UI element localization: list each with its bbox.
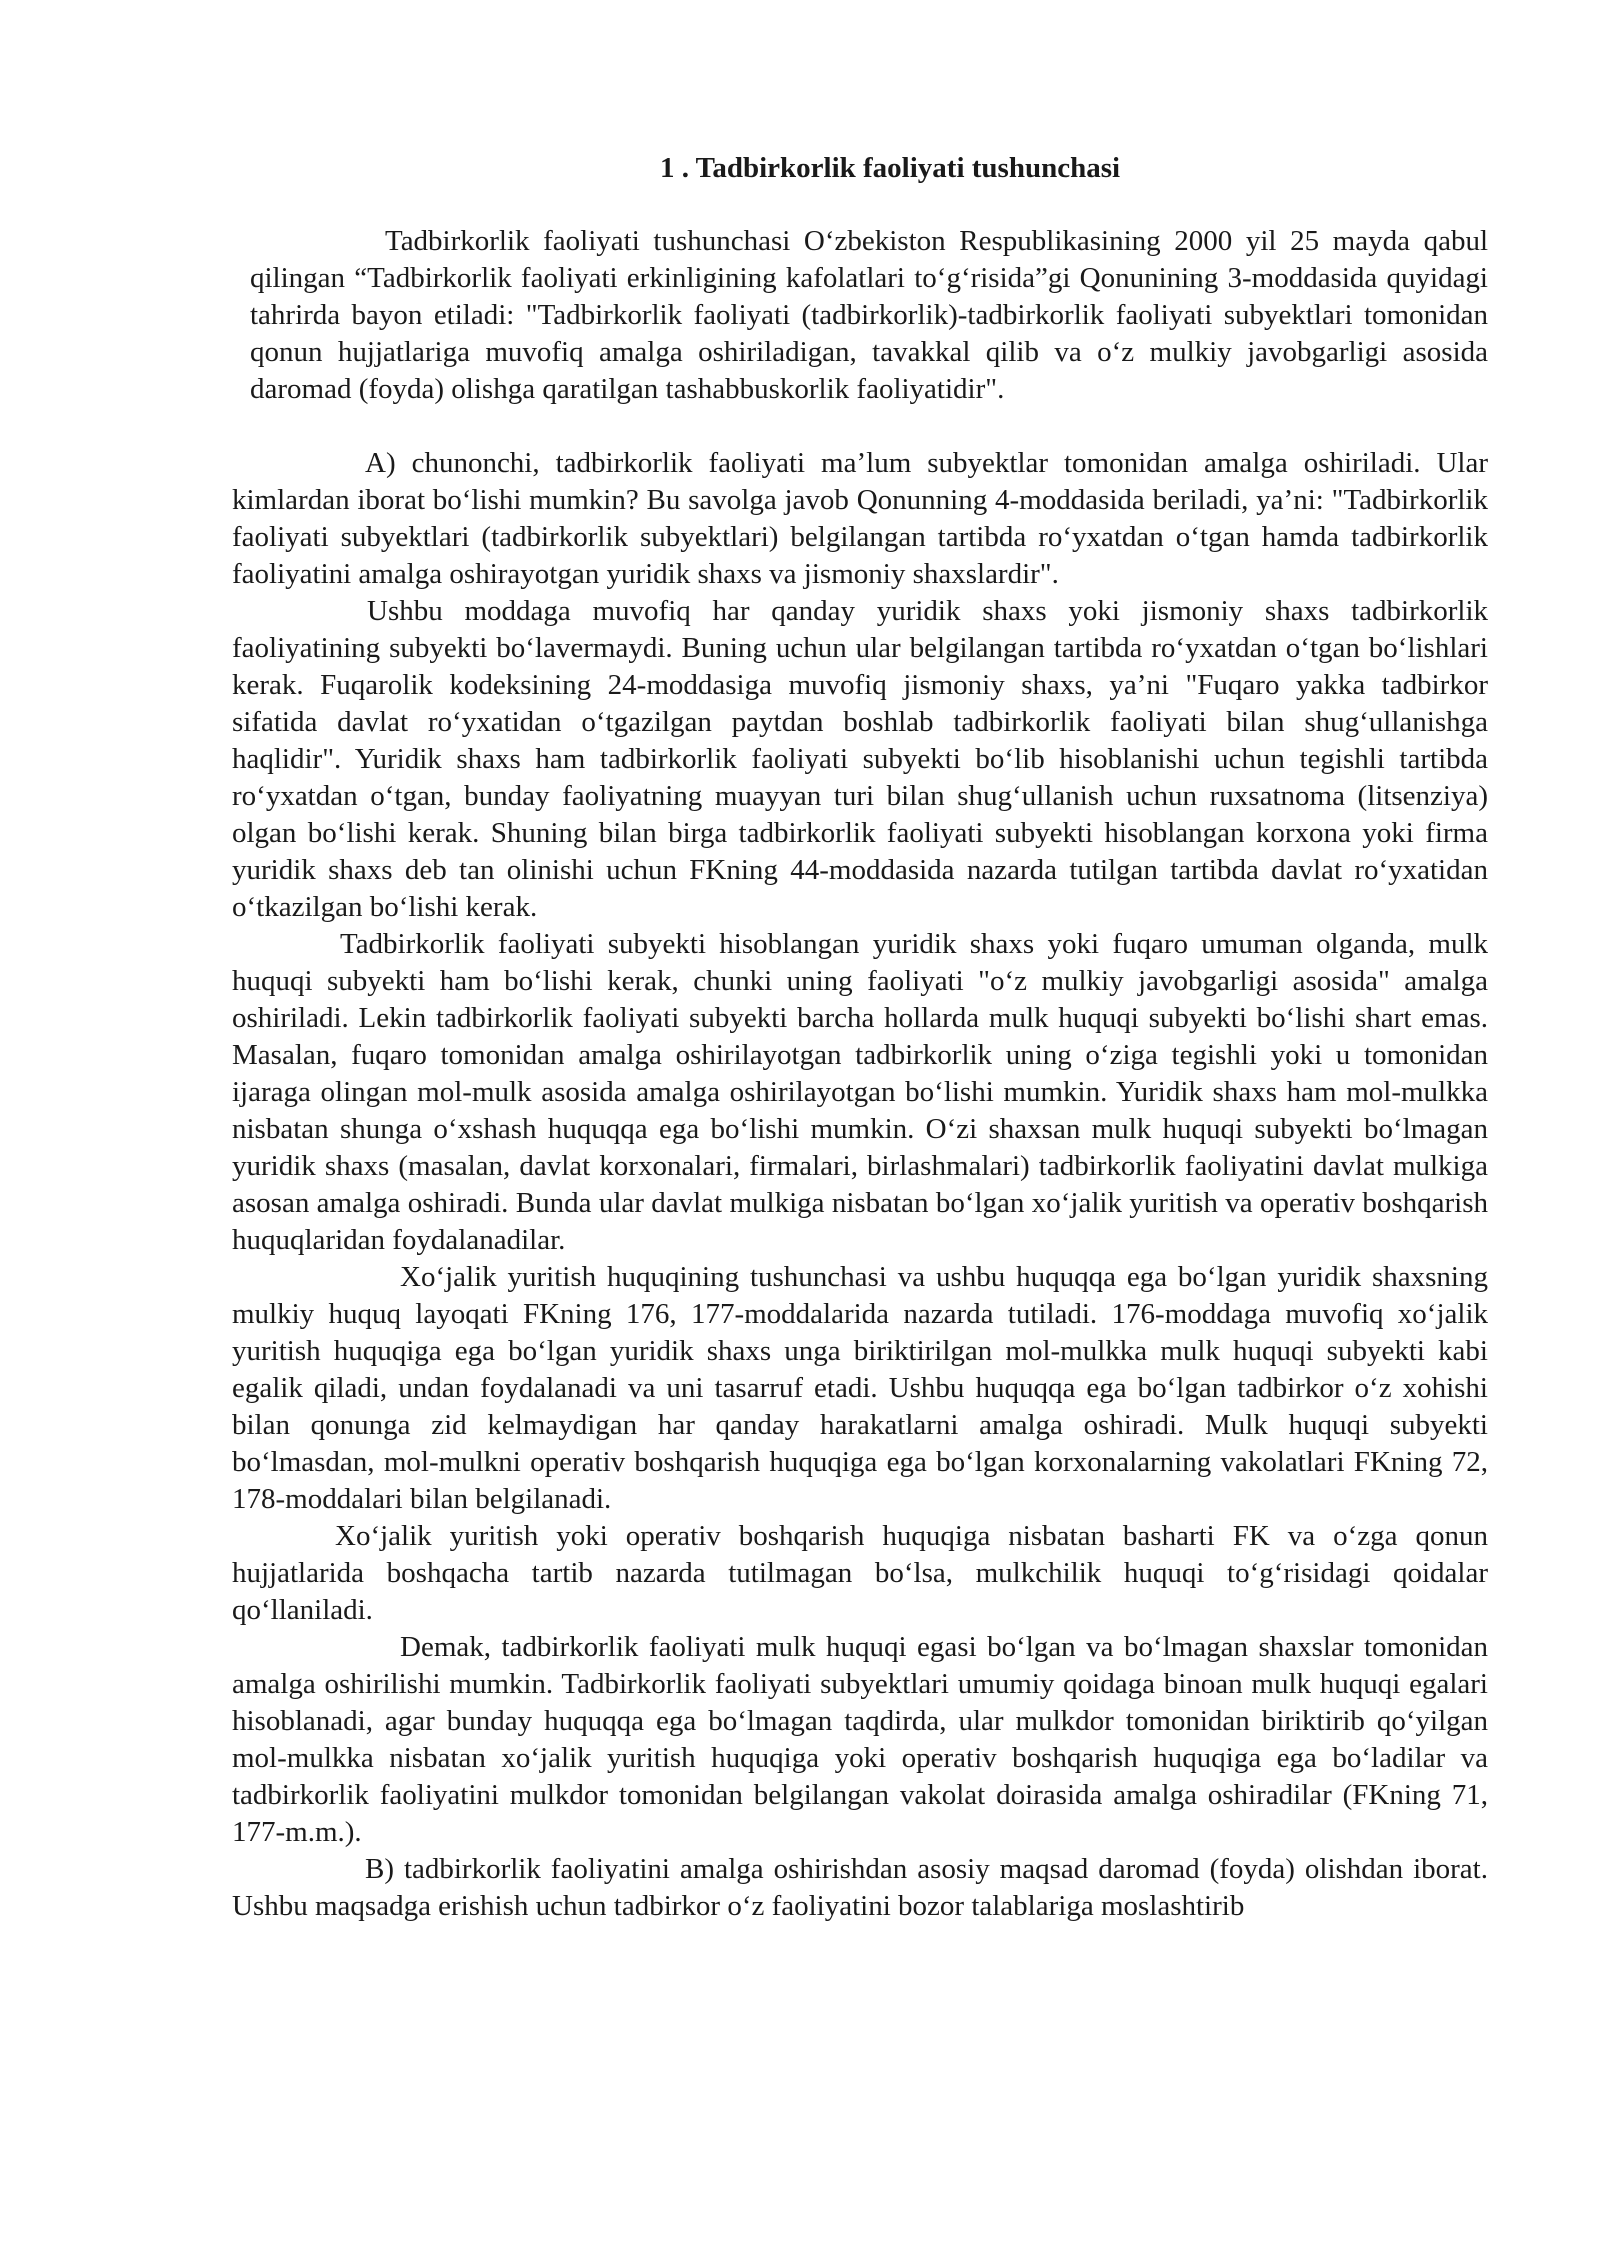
paragraph-8: B) tadbirkorlik faoliyatini amalga oshirishdan asosiy maqsad daromad (foyda) olishdan iborat. Ushbu maqsadga erishish uchun tadbirkor o‘z faoliyatini bozor talablariga moslashtirib [232, 1853, 1488, 1922]
paragraph-4: Tadbirkorlik faoliyati subyekti hisoblangan yuridik shaxs yoki fuqaro umuman olganda, mulk huquqi subyekti ham bo‘lishi kerak, chunki uning faoliyati "o‘z mulkiy javobgarligi asosida" amalga oshiriladi. Lekin tadbirkorlik faoliyati subyekti barcha hollarda mulk huquqi subyekti bo‘lishi shart emas. Masalan, fuqaro tomonidan amalga oshirilayotgan tadbirkorlik uning o‘ziga tegishli yoki u tomonidan ijaraga olingan mol-mulk asosida amalga oshirilayotgan bo‘lishi mumkin. Yuridik shaxs ham mol-mulkka nisbatan shunga o‘xshash huquqqa ega bo‘lishi mumkin. O‘zi shaxsan mulk huquqi subyekti bo‘lmagan yuridik shaxs (masalan, davlat korxonalari, firmalari, birlashmalari) tadbirkorlik faoliyatini davlat mulkiga asosan amalga oshiradi. Bunda ular davlat mulkiga nisbatan bo‘lgan xo‘jalik yuritish va operativ boshqarish huquqlaridan foydalanadilar. [232, 928, 1488, 1256]
paragraph-7: Demak, tadbirkorlik faoliyati mulk huquqi egasi bo‘lgan va bo‘lmagan shaxslar tomonidan amalga oshirilishi mumkin. Tadbirkorlik faoliyati subyektlari umumiy qoidaga binoan mulk huquqi egalari hisoblanadi, agar bunday huquqqa ega bo‘lmagan taqdirda, ular mulkdor tomonidan biriktirib qo‘yilgan mol-mulkka nisbatan xo‘jalik yuritish huquqiga yoki operativ boshqarish huquqiga ega bo‘ladilar va tadbirkorlik faoliyatini mulkdor tomonidan belgilangan vakolat doirasida amalga oshiradilar (FKning 71, 177-m.m.). [232, 1631, 1488, 1848]
paragraph-1: Tadbirkorlik faoliyati tushunchasi O‘zbekiston Respublikasining 2000 yil 25 mayda qabul qilingan “Tadbirkorlik faoliyati erkinligining kafolatlari to‘g‘risida”gi Qonunining 3-moddasida quyidagi tahrirda bayon etiladi: "Tadbirkorlik faoliyati (tadbirkorlik)-tadbirkorlik faoliyati subyektlari tomonidan qonun hujjatlariga muvofiq amalga oshiriladigan, tavakkal qilib va o‘z mulkiy javobgarligi asosida daromad (foyda) olishga qaratilgan tashabbuskorlik faoliyatidir". [250, 225, 1488, 405]
paragraph-2: A) chunonchi, tadbirkorlik faoliyati ma’lum subyektlar tomonidan amalga oshiriladi. Ular kimlardan iborat bo‘lishi mumkin? Bu savolga javob Qonunning 4-moddasida beriladi, ya’ni: "Tadbirkorlik faoliyati subyektlari (tadbirkorlik subyektlari) belgilangan tartibda ro‘yxatdan o‘tgan hamda tadbirkorlik faoliyatini amalga oshirayotgan yuridik shaxs va jismoniy shaxslardir". [232, 447, 1488, 590]
paragraph-gap [232, 408, 1488, 445]
document-page [232, 150, 1488, 1925]
document-title: 1 . Tadbirkorlik faoliyati tushunchasi [659, 152, 1121, 184]
paragraph-5: Xo‘jalik yuritish huquqining tushunchasi va ushbu huquqqa ega bo‘lgan yuridik shaxsning mulkiy huquq layoqati FKning 176, 177-moddalarida nazarda tutiladi. 176-moddaga muvofiq xo‘jalik yuritish huquqiga ega bo‘lgan yuridik shaxs unga biriktirilgan mol-mulkka mulk huquqi subyekti kabi egalik qiladi, undan foydalanadi va uni tasarruf etadi. Ushbu huquqqa ega bo‘lgan tadbirkor o‘z xohishi bilan qonunga zid kelmaydigan har qanday harakatlarni amalga oshiradi. Mulk huquqi subyekti bo‘lmasdan, mol-mulkni operativ boshqarish huquqiga ega bo‘lgan korxonalarning vakolatlari FKning 72, 178-moddalari bilan belgilanadi. [232, 1261, 1488, 1515]
paragraph-3: Ushbu moddaga muvofiq har qanday yuridik shaxs yoki jismoniy shaxs tadbirkorlik faoliyatining subyekti bo‘lavermaydi. Buning uchun ular belgilangan tartibda ro‘yxatdan o‘tgan bo‘lishlari kerak. Fuqarolik kodeksining 24-moddasiga muvofiq jismoniy shaxs, ya’ni "Fuqaro yakka tadbirkor sifatida davlat ro‘yxatidan o‘tgazilgan paytdan boshlab tadbirkorlik faoliyati bilan shug‘ullanishga haqlidir". Yuridik shaxs ham tadbirkorlik faoliyati subyekti bo‘lib hisoblanishi uchun tegishli tartibda ro‘yxatdan o‘tgan, bunday faoliyatning muayyan turi bilan shug‘ullanish uchun ruxsatnoma (litsenziya) olgan bo‘lishi kerak. Shuning bilan birga tadbirkorlik faoliyati subyekti hisoblangan korxona yoki firma yuridik shaxs deb tan olinishi uchun FKning 44-moddasida nazarda tutilgan tartibda davlat ro‘yxatidan o‘tkazilgan bo‘lishi kerak. [232, 595, 1488, 923]
paragraph-6: Xo‘jalik yuritish yoki operativ boshqarish huquqiga nisbatan basharti FK va o‘zga qonun hujjatlarida boshqacha tartib nazarda tutilmagan bo‘lsa, mulkchilik huquqi to‘g‘risidagi qoidalar qo‘llaniladi. [232, 1520, 1488, 1626]
